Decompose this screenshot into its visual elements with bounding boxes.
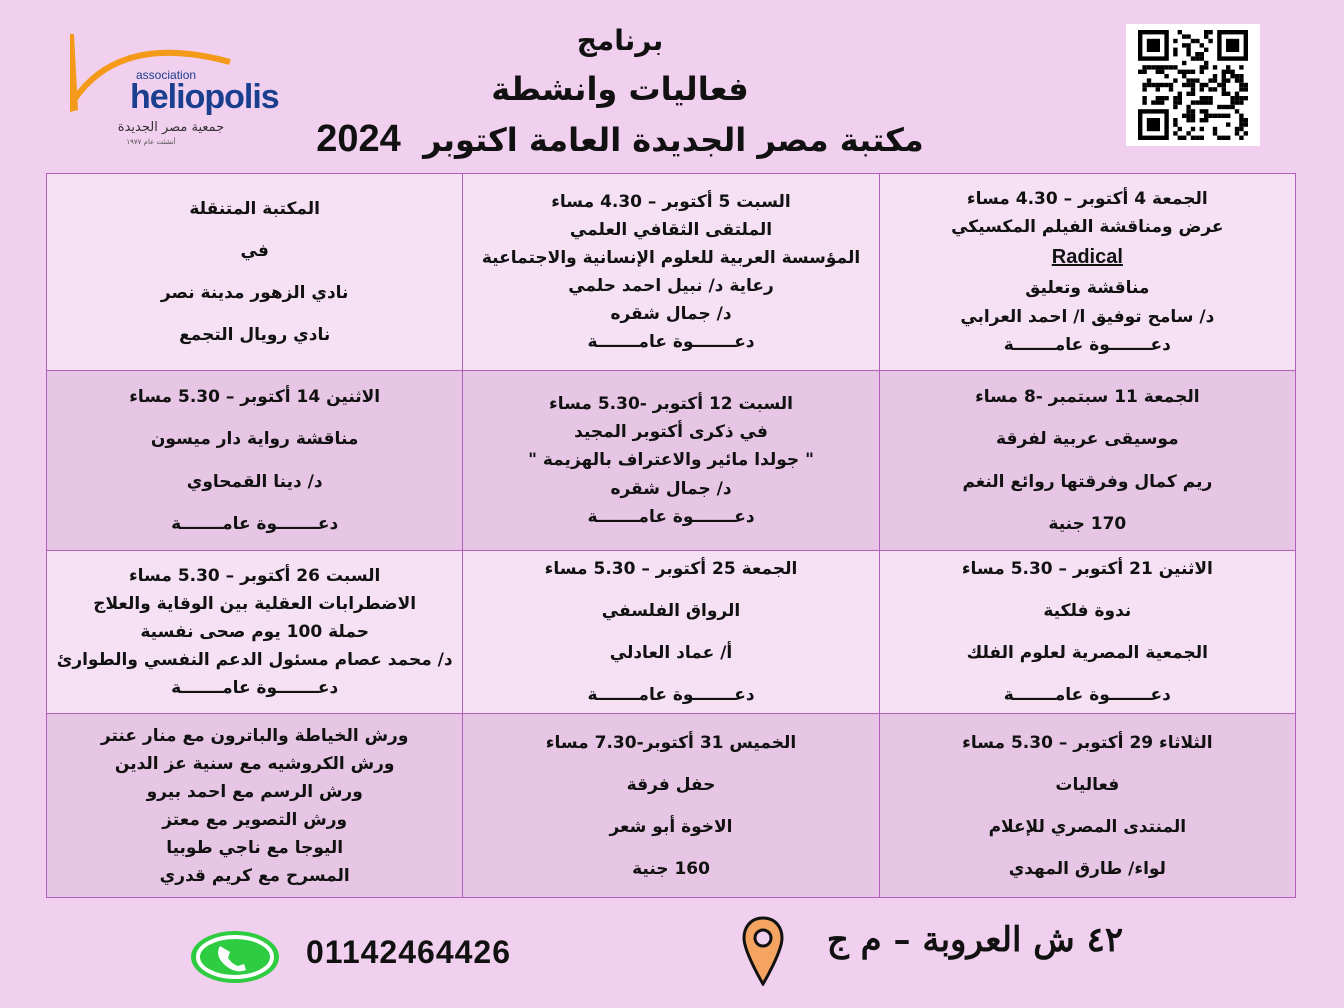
line-gap	[469, 625, 872, 639]
event-line: دعـــــــوة عامـــــــة	[1003, 685, 1171, 706]
event-cell-left	[47, 714, 463, 898]
line-gap	[469, 757, 872, 771]
event-cell-left	[47, 371, 463, 551]
line-gap	[53, 496, 456, 510]
event-line: الاخوة أبو شعر	[609, 816, 733, 837]
event-cell-left	[47, 551, 463, 714]
event-line: السبت 26 أكتوبر – 5.30 مساء	[128, 565, 381, 586]
logo-name-text: heliopolis	[130, 78, 279, 116]
event-line: ريم كمال وفرقتها روائع النغم	[962, 471, 1213, 492]
logo-association-text: association	[136, 68, 197, 82]
event-line: الجمعة 11 سبتمبر -8 مساء	[975, 387, 1200, 408]
event-line: د/ دينا القمحاوي	[186, 471, 323, 492]
event-line: دعـــــــوة عامـــــــة	[171, 513, 339, 534]
qr-code-icon	[1126, 24, 1260, 146]
line-gap	[53, 223, 456, 237]
line-gap	[886, 667, 1289, 681]
line-gap	[53, 454, 456, 468]
line-gap	[469, 841, 872, 855]
event-line: الثلاثاء 29 أكتوبر – 5.30 مساء	[962, 732, 1213, 753]
line-gap	[53, 265, 456, 279]
event-line: الاضطرابات العقلية بين الوقاية والعلاج	[93, 594, 417, 615]
line-gap	[886, 411, 1289, 425]
line-gap	[886, 454, 1289, 468]
event-line: المنتدى المصري للإعلام	[988, 816, 1187, 837]
event-line: الاثنين 21 أكتوبر – 5.30 مساء	[961, 559, 1213, 579]
event-line: دعـــــــوة عامـــــــة	[1003, 334, 1171, 355]
event-line: دعـــــــوة عامـــــــة	[587, 685, 755, 706]
event-cell-middle	[463, 551, 879, 714]
event-line: السبت 5 أكتوبر – 4.30 مساء	[551, 191, 791, 212]
event-cell-middle	[463, 174, 879, 371]
event-line: ندوة فلكية	[1043, 601, 1132, 622]
event-line: ورش الكروشيه مع سنية عز الدين	[114, 753, 395, 774]
event-line: دعـــــــوة عامـــــــة	[171, 678, 339, 699]
event-line: 160 جنية	[632, 858, 710, 879]
line-gap	[469, 799, 872, 813]
event-line: في	[240, 240, 269, 261]
event-line: دعـــــــوة عامـــــــة	[587, 506, 755, 527]
event-line: اليوجا مع ناجي طوبيا	[166, 837, 344, 858]
schedule-row	[47, 174, 1296, 371]
line-gap	[469, 667, 872, 681]
line-gap	[886, 496, 1289, 510]
line-gap	[469, 583, 872, 597]
event-line: الاثنين 14 أكتوبر – 5.30 مساء	[129, 387, 381, 408]
event-line: حفل فرقة	[626, 774, 716, 795]
event-line: عرض ومناقشة الفيلم المكسيكي	[951, 217, 1224, 238]
event-line: المكتبة المتنقلة	[189, 198, 320, 219]
title-library: مكتبة مصر الجديدة العامة اكتوبر	[423, 121, 924, 159]
event-line: د/ محمد عصام مسئول الدعم النفسي والطوارئ	[56, 650, 453, 671]
event-line: السبت 12 أكتوبر -5.30 مساء	[549, 394, 793, 415]
event-line: د/ جمال شقره	[610, 478, 732, 499]
event-line: د/ سامح توفيق ا/ احمد العرابي	[960, 306, 1215, 327]
event-line: الجمعية المصرية لعلوم الفلك	[966, 643, 1208, 664]
event-cell-right	[879, 371, 1295, 551]
logo-arabic-text: جمعية مصر الجديدة	[117, 120, 225, 135]
line-gap	[886, 841, 1289, 855]
event-line: مناقشة وتعليق	[1025, 278, 1150, 299]
schedule-row	[47, 714, 1296, 898]
event-line: د/ جمال شقره	[610, 304, 732, 325]
event-line: دعـــــــوة عامـــــــة	[587, 332, 755, 353]
event-line: الملتقى الثقافي العلمي	[569, 219, 773, 240]
title-line-1: برنامج	[576, 24, 664, 57]
line-gap	[53, 411, 456, 425]
title-year: 2024	[316, 118, 401, 160]
event-line: في ذكرى أكتوبر المجيد	[574, 422, 768, 443]
event-line: المسرح مع كريم قدري	[159, 865, 350, 886]
event-cell-left	[47, 174, 463, 371]
event-line: فعاليات	[1055, 774, 1120, 795]
event-line: الجمعة 4 أكتوبر – 4.30 مساء	[966, 189, 1208, 210]
event-cell-right	[879, 551, 1295, 714]
event-line: " جولدا مائير والاعتراف بالهزيمة "	[528, 450, 814, 471]
title-line-3	[300, 118, 940, 161]
qr-code	[1126, 24, 1260, 146]
address: ٤٢ ش العروبة – م ج	[826, 920, 1124, 960]
schedule-table	[46, 173, 1296, 898]
event-line: نادي رويال التجمع	[179, 325, 331, 346]
event-line: الجمعة 25 أكتوبر – 5.30 مساء	[544, 559, 798, 579]
event-line: 170 جنية	[1048, 513, 1127, 534]
phone-number: 01142464426	[306, 934, 511, 970]
event-line: الرواق الفلسفي	[601, 601, 741, 622]
event-line: الخميس 31 أكتوبر-7.30 مساء	[545, 732, 797, 753]
event-line: المؤسسة العربية للعلوم الإنسانية والاجتماعية	[481, 247, 861, 268]
event-cell-right	[879, 714, 1295, 898]
line-gap	[53, 307, 456, 321]
event-line: Radical	[1051, 246, 1123, 269]
line-gap	[886, 799, 1289, 813]
event-line: ورش الخياطة والباترون مع منار عنتر	[100, 725, 409, 746]
event-line: مناقشة رواية دار ميسون	[150, 429, 359, 450]
line-gap	[886, 625, 1289, 639]
logo-small-text: أنشئت عام ١٩٧٧	[126, 138, 176, 146]
event-line: أ/ عماد العادلي	[609, 643, 733, 664]
whatsapp-icon	[190, 930, 280, 984]
location-pin-icon	[740, 916, 786, 986]
event-line: ورش الرسم مع احمد بيرو	[146, 781, 363, 802]
event-line: موسيقى عربية لفرقة	[996, 429, 1179, 450]
event-line: نادي الزهور مدينة نصر	[160, 283, 349, 303]
title-line-2: فعاليات وانشطة	[491, 70, 749, 108]
schedule-row	[47, 551, 1296, 714]
heliopolis-logo	[60, 22, 279, 152]
event-line: رعاية د/ نبيل احمد حلمي	[568, 276, 774, 296]
event-cell-middle	[463, 371, 879, 551]
line-gap	[886, 583, 1289, 597]
line-gap	[886, 757, 1289, 771]
event-line: حملة 100 يوم صحى نفسية	[140, 622, 369, 643]
event-cell-right	[879, 174, 1295, 371]
event-line: لواء/ طارق المهدي	[1008, 858, 1166, 879]
schedule-row	[47, 371, 1296, 551]
event-line: ورش التصوير مع معتز	[162, 809, 348, 830]
event-cell-middle	[463, 714, 879, 898]
